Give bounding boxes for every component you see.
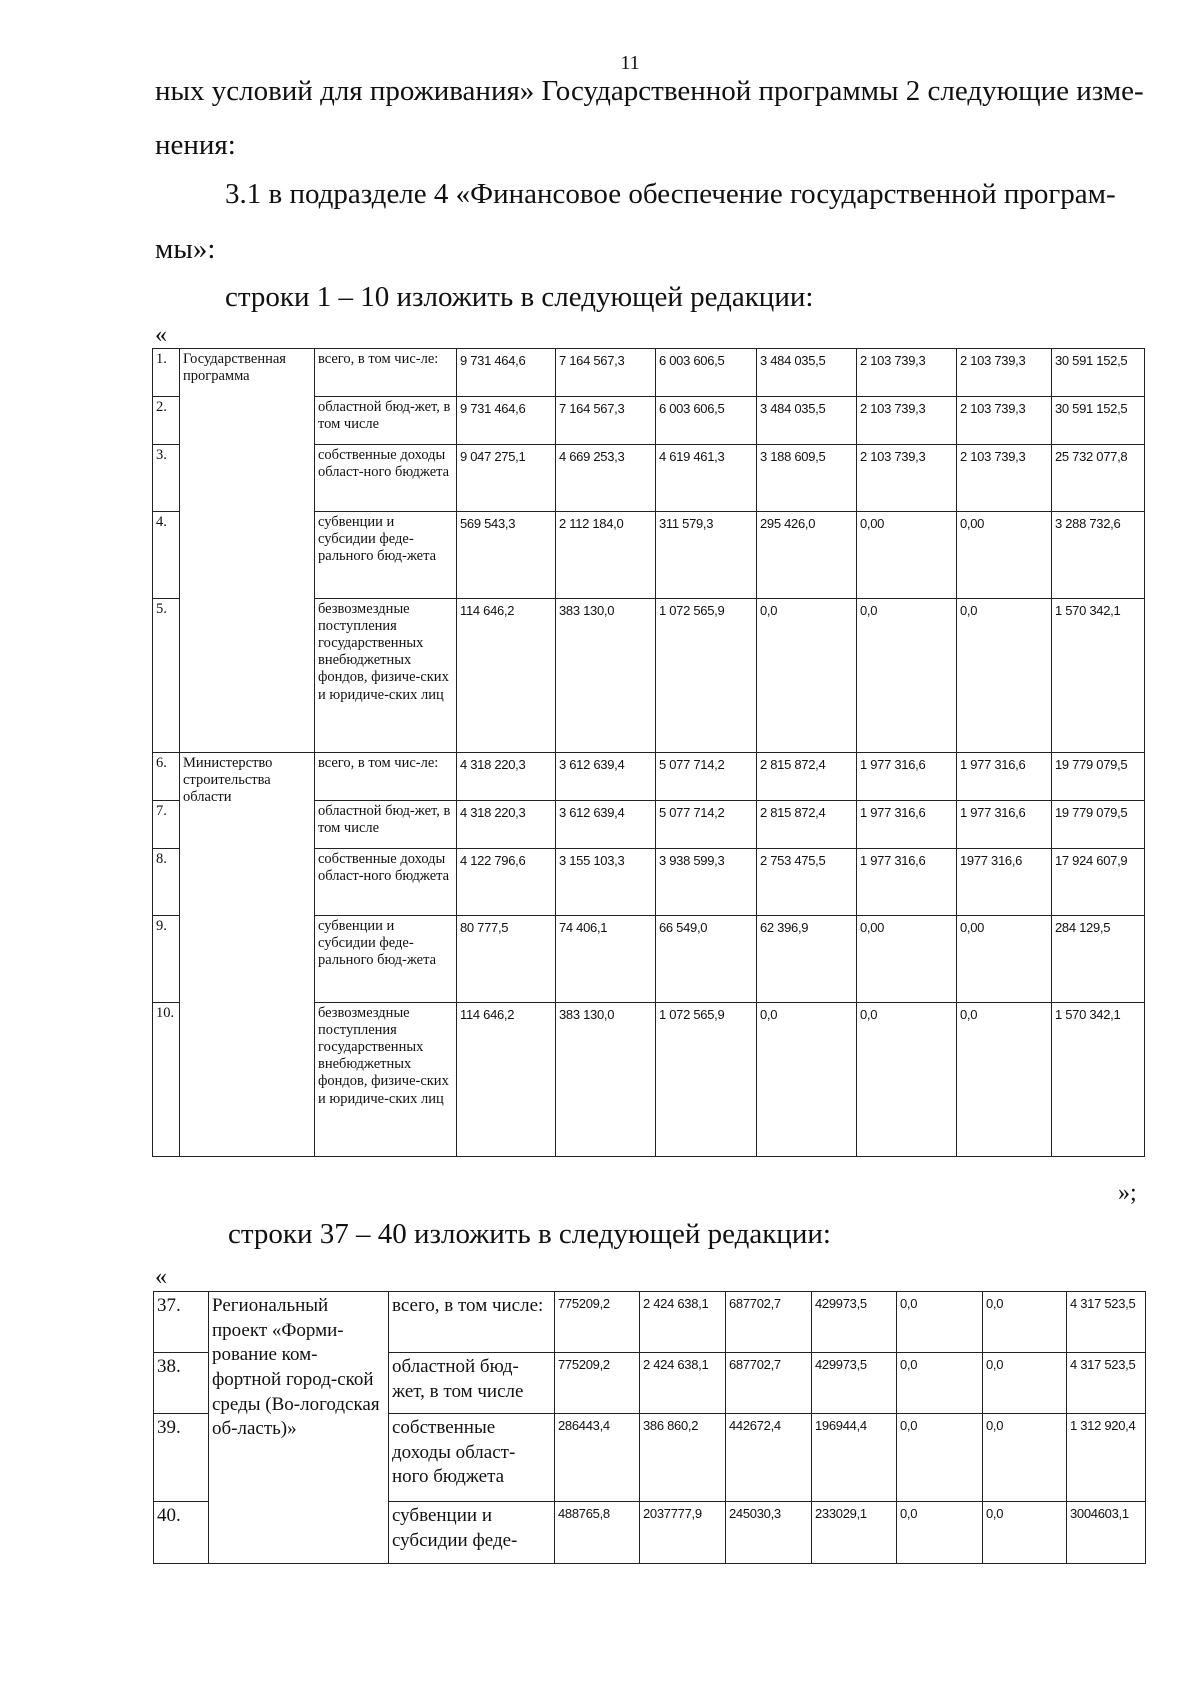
row-description: собственные доходы област-ного бюджета	[315, 849, 457, 916]
value-cell: 4 669 253,3	[556, 445, 656, 512]
value-cell: 3 938 599,3	[656, 849, 757, 916]
value-cell: 30 591 152,5	[1052, 349, 1145, 397]
value-cell: 80 777,5	[457, 916, 556, 1003]
value-cell: 569 543,3	[457, 512, 556, 599]
intro-line-4: мы»:	[155, 233, 216, 265]
value-cell: 0,00	[957, 916, 1052, 1003]
table-row	[153, 753, 1145, 801]
value-cell: 2 103 739,3	[957, 445, 1052, 512]
row-number: 37.	[154, 1292, 209, 1353]
value-cell: 17 924 607,9	[1052, 849, 1145, 916]
value-cell: 1 072 565,9	[656, 1003, 757, 1157]
table1-open-quote: «	[155, 322, 167, 348]
value-cell: 0,0	[897, 1353, 983, 1414]
row-description: областной бюд-жет, в том числе	[389, 1353, 555, 1414]
value-cell: 687702,7	[726, 1353, 812, 1414]
value-cell: 0,0	[857, 599, 957, 753]
row-group-label: Государственная программа	[180, 349, 315, 753]
row-description: всего, в том чис-ле:	[315, 753, 457, 801]
value-cell: 6 003 606,5	[656, 349, 757, 397]
value-cell: 0,0	[757, 599, 857, 753]
value-cell: 295 426,0	[757, 512, 857, 599]
row-number: 10.	[153, 1003, 180, 1157]
value-cell: 0,0	[857, 1003, 957, 1157]
value-cell: 1 570 342,1	[1052, 1003, 1145, 1157]
row-number: 38.	[154, 1353, 209, 1414]
row-number: 7.	[153, 801, 180, 849]
value-cell: 311 579,3	[656, 512, 757, 599]
value-cell: 114 646,2	[457, 599, 556, 753]
value-cell: 386 860,2	[640, 1414, 726, 1502]
value-cell: 62 396,9	[757, 916, 857, 1003]
value-cell: 245030,3	[726, 1502, 812, 1564]
table2-open-quote: «	[155, 1264, 167, 1290]
value-cell: 2 103 739,3	[857, 445, 957, 512]
row-number: 9.	[153, 916, 180, 1003]
value-cell: 4 619 461,3	[656, 445, 757, 512]
value-cell: 0,0	[957, 599, 1052, 753]
row-description: всего, в том числе:	[389, 1292, 555, 1353]
page-number: 11	[620, 52, 640, 74]
financing-table-rows-1-10	[152, 348, 1145, 1157]
value-cell: 3 155 103,3	[556, 849, 656, 916]
value-cell: 2037777,9	[640, 1502, 726, 1564]
value-cell: 488765,8	[555, 1502, 640, 1564]
value-cell: 2 815 872,4	[757, 753, 857, 801]
value-cell: 2 815 872,4	[757, 801, 857, 849]
value-cell: 9 731 464,6	[457, 349, 556, 397]
value-cell: 9 731 464,6	[457, 397, 556, 445]
value-cell: 9 047 275,1	[457, 445, 556, 512]
value-cell: 19 779 079,5	[1052, 753, 1145, 801]
value-cell: 0,00	[857, 512, 957, 599]
row-description: безвозмездные поступления государственных внебюджетных фондов, физиче-ских и юридиче-ских лиц	[315, 1003, 457, 1157]
value-cell: 196944,4	[812, 1414, 897, 1502]
value-cell: 2 103 739,3	[957, 397, 1052, 445]
table1-caption: строки 1 – 10 изложить в следующей редакции:	[225, 281, 814, 313]
row-number: 1.	[153, 349, 180, 397]
row-group-label: Региональный проект «Форми-рование ком-фортной город-ской среды (Во-логодская об-ласть)»	[209, 1292, 389, 1564]
value-cell: 4 122 796,6	[457, 849, 556, 916]
value-cell: 5 077 714,2	[656, 801, 757, 849]
value-cell: 2 103 739,3	[857, 349, 957, 397]
table2-caption: строки 37 – 40 изложить в следующей редакции:	[228, 1218, 831, 1250]
value-cell: 1 570 342,1	[1052, 599, 1145, 753]
intro-line-2: нения:	[155, 129, 236, 161]
value-cell: 4 318 220,3	[457, 753, 556, 801]
table-row	[154, 1292, 1146, 1353]
row-description: областной бюд-жет, в том числе	[315, 397, 457, 445]
financing-table-rows-37-40	[153, 1291, 1146, 1564]
row-number: 4.	[153, 512, 180, 599]
row-number: 39.	[154, 1414, 209, 1502]
value-cell: 7 164 567,3	[556, 349, 656, 397]
value-cell: 1977 316,6	[957, 849, 1052, 916]
row-description: собственные доходы област-ного бюджета	[315, 445, 457, 512]
value-cell: 1 312 920,4	[1067, 1414, 1146, 1502]
value-cell: 442672,4	[726, 1414, 812, 1502]
value-cell: 4 317 523,5	[1067, 1292, 1146, 1353]
value-cell: 2 103 739,3	[957, 349, 1052, 397]
value-cell: 2 424 638,1	[640, 1353, 726, 1414]
value-cell: 25 732 077,8	[1052, 445, 1145, 512]
value-cell: 284 129,5	[1052, 916, 1145, 1003]
row-description: собственные доходы област-ного бюджета	[389, 1414, 555, 1502]
row-description: субвенции и субсидии феде-рального бюд-жета	[315, 512, 457, 599]
value-cell: 66 549,0	[656, 916, 757, 1003]
value-cell: 1 977 316,6	[857, 753, 957, 801]
value-cell: 687702,7	[726, 1292, 812, 1353]
row-number: 3.	[153, 445, 180, 512]
row-number: 5.	[153, 599, 180, 753]
value-cell: 6 003 606,5	[656, 397, 757, 445]
value-cell: 1 977 316,6	[857, 801, 957, 849]
row-description: субвенции и субсидии феде-рального бюд-жета	[315, 916, 457, 1003]
row-description: всего, в том чис-ле:	[315, 349, 457, 397]
value-cell: 1 977 316,6	[957, 801, 1052, 849]
value-cell: 3 612 639,4	[556, 801, 656, 849]
value-cell: 2 103 739,3	[857, 397, 957, 445]
subsection-heading: 3.1 в подразделе 4 «Финансовое обеспечение государственной програм-	[225, 178, 1116, 210]
value-cell: 2 753 475,5	[757, 849, 857, 916]
value-cell: 383 130,0	[556, 599, 656, 753]
value-cell: 0,00	[857, 916, 957, 1003]
value-cell: 0,0	[983, 1502, 1067, 1564]
row-number: 6.	[153, 753, 180, 801]
value-cell: 775209,2	[555, 1292, 640, 1353]
value-cell: 0,0	[897, 1502, 983, 1564]
value-cell: 0,0	[897, 1414, 983, 1502]
value-cell: 429973,5	[812, 1292, 897, 1353]
value-cell: 0,0	[983, 1292, 1067, 1353]
value-cell: 233029,1	[812, 1502, 897, 1564]
value-cell: 114 646,2	[457, 1003, 556, 1157]
row-description: безвозмездные поступления государственных внебюджетных фондов, физиче-ских и юридиче-ских лиц	[315, 599, 457, 753]
value-cell: 2 112 184,0	[556, 512, 656, 599]
value-cell: 775209,2	[555, 1353, 640, 1414]
value-cell: 3 188 609,5	[757, 445, 857, 512]
value-cell: 4 317 523,5	[1067, 1353, 1146, 1414]
value-cell: 30 591 152,5	[1052, 397, 1145, 445]
row-number: 8.	[153, 849, 180, 916]
value-cell: 3 612 639,4	[556, 753, 656, 801]
value-cell: 3 484 035,5	[757, 349, 857, 397]
value-cell: 383 130,0	[556, 1003, 656, 1157]
value-cell: 7 164 567,3	[556, 397, 656, 445]
value-cell: 3 484 035,5	[757, 397, 857, 445]
value-cell: 0,00	[957, 512, 1052, 599]
value-cell: 0,0	[897, 1292, 983, 1353]
value-cell: 0,0	[983, 1414, 1067, 1502]
value-cell: 1 072 565,9	[656, 599, 757, 753]
value-cell: 0,0	[957, 1003, 1052, 1157]
value-cell: 0,0	[983, 1353, 1067, 1414]
value-cell: 5 077 714,2	[656, 753, 757, 801]
row-description: субвенции и субсидии феде-	[389, 1502, 555, 1564]
value-cell: 429973,5	[812, 1353, 897, 1414]
value-cell: 74 406,1	[556, 916, 656, 1003]
value-cell: 19 779 079,5	[1052, 801, 1145, 849]
row-group-label: Министерство строительства области	[180, 753, 315, 1157]
table-row	[153, 349, 1145, 397]
row-description: областной бюд-жет, в том числе	[315, 801, 457, 849]
value-cell: 286443,4	[555, 1414, 640, 1502]
value-cell: 3004603,1	[1067, 1502, 1146, 1564]
value-cell: 2 424 638,1	[640, 1292, 726, 1353]
intro-line-1: ных условий для проживания» Государственной программы 2 следующие изме-	[155, 75, 1144, 107]
value-cell: 1 977 316,6	[957, 753, 1052, 801]
row-number: 2.	[153, 397, 180, 445]
row-number: 40.	[154, 1502, 209, 1564]
value-cell: 0,0	[757, 1003, 857, 1157]
value-cell: 4 318 220,3	[457, 801, 556, 849]
table1-close-quote: »;	[1118, 1180, 1137, 1206]
value-cell: 1 977 316,6	[857, 849, 957, 916]
value-cell: 3 288 732,6	[1052, 512, 1145, 599]
